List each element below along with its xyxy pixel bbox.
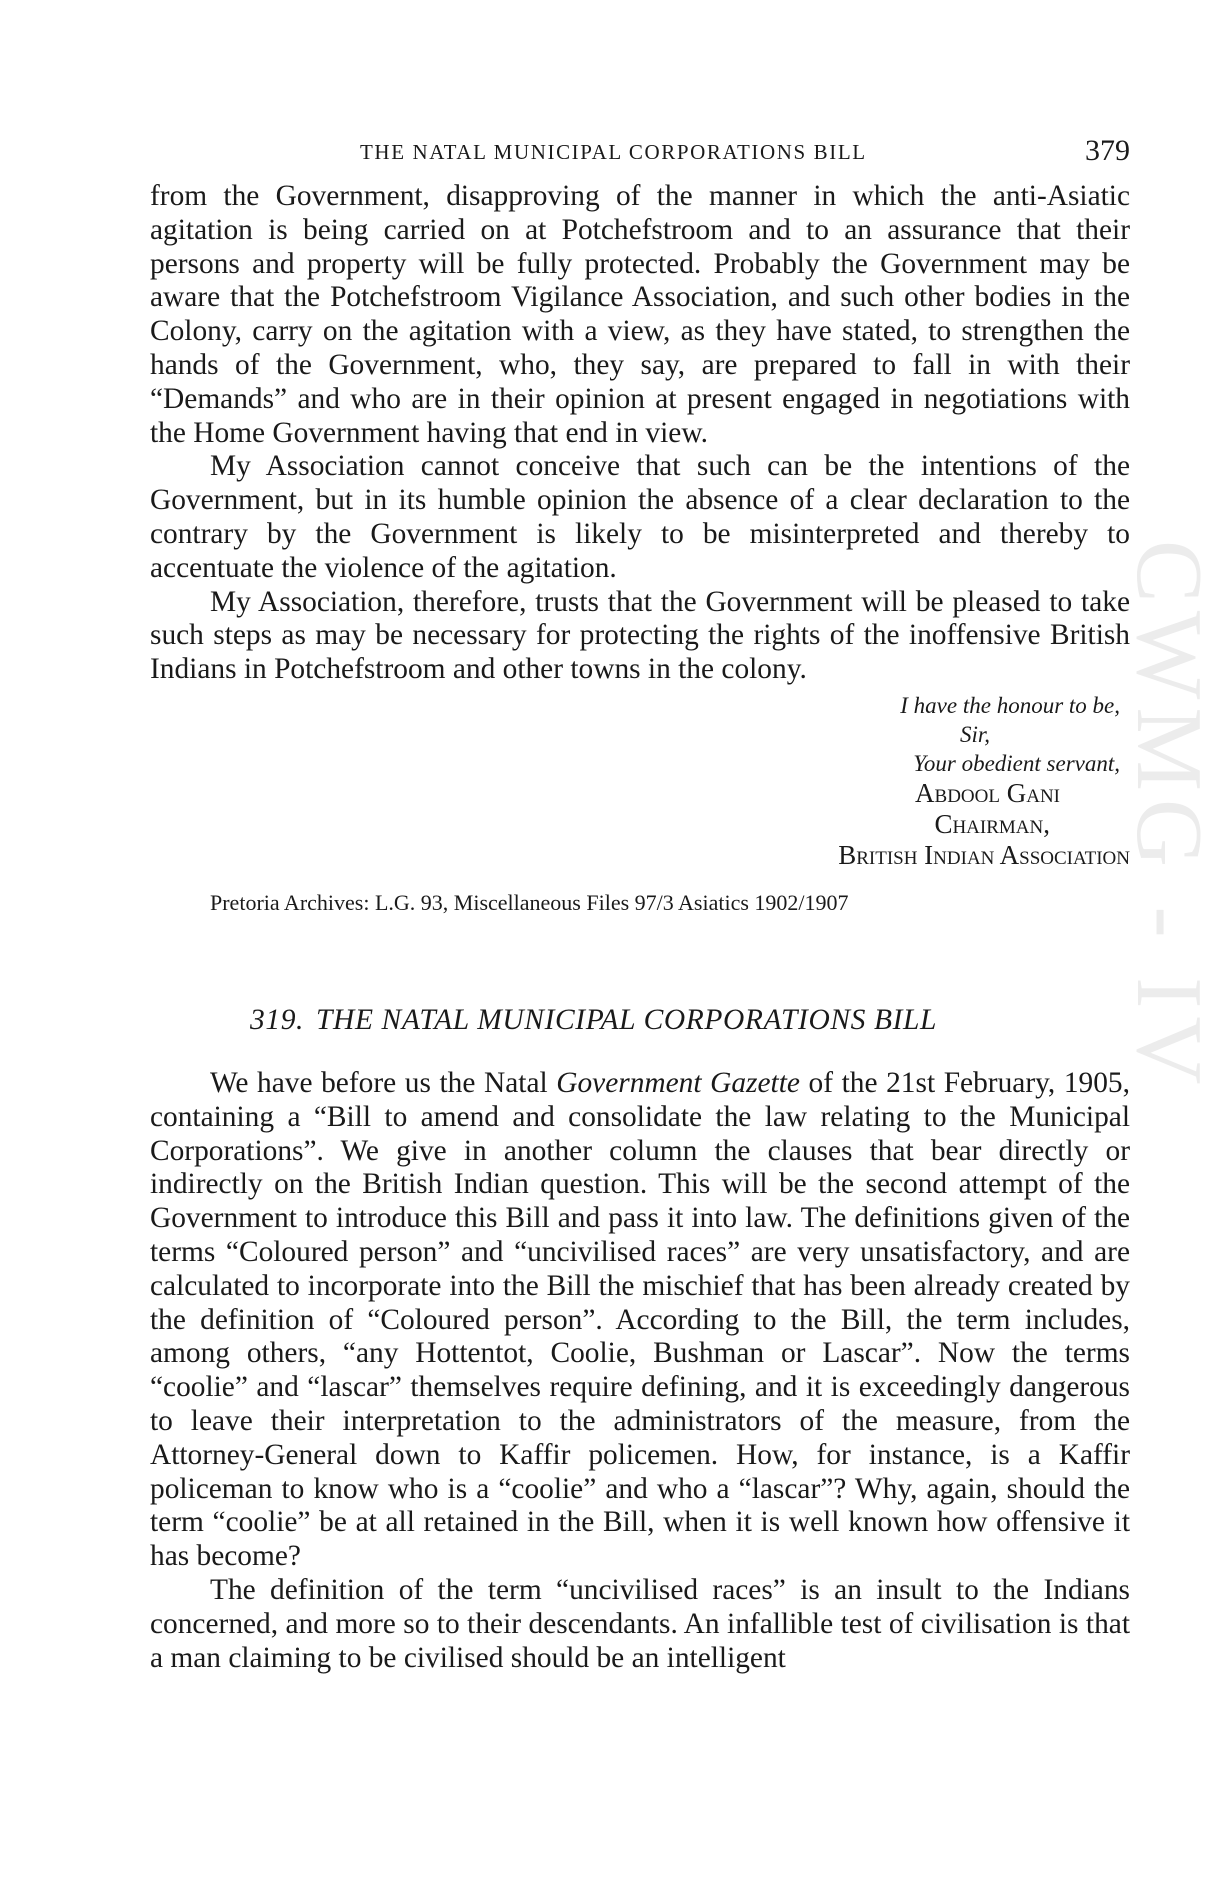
page-body (150, 180, 1130, 1675)
letter-paragraph: My Association cannot conceive that such can be the intentions of the Government, but in its humble opinion the absence of a clear declaration to the contrary by the Government is likely to be misinterpreted and thereby to accentuate the violence of the agitation. (150, 450, 1130, 584)
running-head: THE NATAL MUNICIPAL CORPORATIONS BILL (360, 140, 867, 164)
section-heading (150, 1003, 1130, 1037)
gazette-title: Government Gazette (556, 1066, 800, 1099)
closing-servant: Your obedient servant, (913, 750, 1120, 776)
article-paragraph (150, 1067, 1130, 1574)
page-header (150, 134, 1130, 174)
section-title: THE NATAL MUNICIPAL CORPORATIONS BILL (316, 1003, 938, 1036)
source-citation: Pretoria Archives: L.G. 93, Miscellaneous Files 97/3 Asiatics 1902/1907 (210, 889, 849, 915)
article-text: of the 21st February, 1905, containing a “Bill to amend and consolidate the law relating to the Municipal Corporations”. We give in another column the clauses that bear directly or indirectly on the British Indian question. This will be the second attempt of the Government to introduce this Bill and pass it into law. The definitions given of the terms “Coloured person” and “uncivilised races” are very unsatisfactory, and are calculated to incorporate into the Bill the mischief that has been already created by the definition of “Coloured person”. According to the Bill, the term includes, among others, “any Hottentot, Coolie, Bushman or Lascar”. Now the terms “coolie” and “lascar” themselves require defining, and it is exceedingly dangerous to leave their interpretation to the administrators of the measure, from the Attorney-General down to Kaffir policemen. How, for instance, is a Kaffir policeman to know who is a “coolie” and who a “lascar”? Why, again, should the term “coolie” be at all retained in the Bill, when it is well known how offensive it has become? (150, 1066, 1130, 1573)
watermark: CWMG - IV (1117, 540, 1221, 1093)
page-number: 379 (1085, 134, 1130, 167)
signatory-organisation: British Indian Association (838, 839, 1130, 870)
signatory-name: Abdool Gani (915, 777, 1060, 808)
page (150, 0, 1130, 1890)
letter-closing (150, 691, 1130, 871)
article-text: We have before us the Natal (210, 1066, 557, 1099)
closing-salutation: I have the honour to be, (900, 692, 1120, 718)
article-paragraph: The definition of the term “uncivilised races” is an insult to the Indians concerned, and more so to their descendants. An infallible test of civilisation is that a man claiming to be civilised should be an intelligent (150, 1573, 1130, 1674)
letter-paragraph: from the Government, disapproving of the manner in which the anti-Asiatic agitation is being carried on at Potchefstroom and to an assurance that their persons and property will be fully protected. Probably the Government may be aware that the Potchefstroom Vigilance Association, and such other bodies in the Colony, carry on the agitation with a view, as they have stated, to strengthen the hands of the Government, who, they say, are prepared to fall in with their “Demands” and who are in their opinion at present engaged in negotiations with the Home Government having that end in view. (150, 180, 1130, 449)
section-number: 319. (250, 1003, 305, 1036)
closing-sir: Sir, (959, 721, 990, 747)
letter-paragraph: My Association, therefore, trusts that the Government will be pleased to take such steps as may be necessary for protecting the rights of the inoffensive British Indians in Potchefstroom and other towns in the colony. (150, 585, 1130, 686)
signatory-title: Chairman, (934, 808, 1050, 839)
